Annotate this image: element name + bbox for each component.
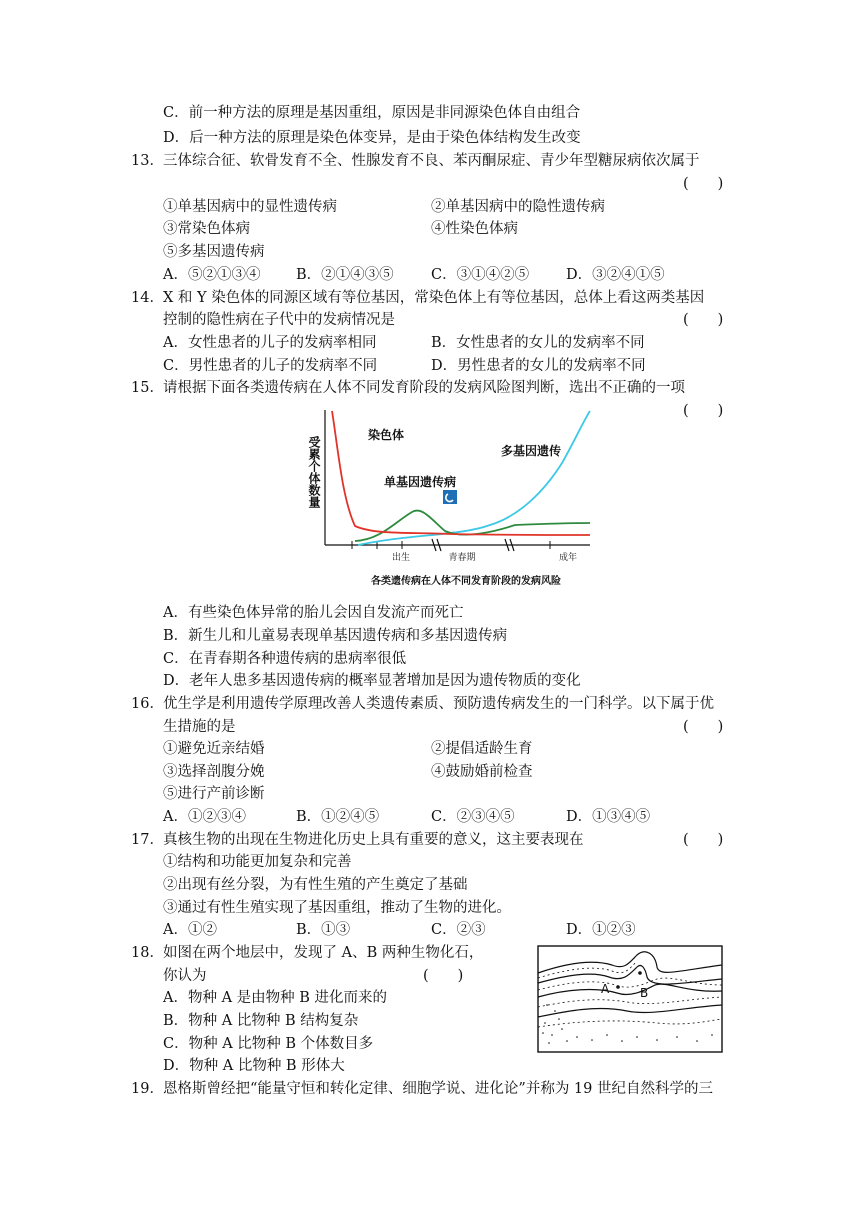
chart-ylabel: 受累个体数量 [307, 436, 321, 508]
fossil-b-dot [638, 971, 642, 975]
q14-option-a: A．女性患者的儿子的发病率相同 [163, 335, 377, 351]
q17-item-3: ③通过有性生殖实现了基因重组，推动了生物的进化。 [163, 900, 511, 916]
q16-answer-paren: ( ) [683, 719, 724, 735]
q13-item-3: ③常染色体病 [163, 221, 250, 237]
q16-option-c: C．②③④⑤ [431, 809, 515, 825]
q16-item-4: ④鼓励婚前检查 [431, 764, 533, 780]
fossil-a-dot [616, 985, 620, 989]
q17-option-c: C．②③ [431, 922, 486, 938]
q16-stem-line1: 优生学是利用遗传学原理改善人类遗传素质、预防遗传病发生的一门科学。以下属于优 [163, 696, 714, 712]
q18-stem-line1: 如图在两个地层中，发现了 A、B 两种生物化石， [163, 945, 484, 961]
q15-stem: 请根据下面各类遗传病在人体不同发育阶段的发病风险图判断，选出不正确的一项 [163, 380, 685, 396]
strata-diagram [537, 945, 723, 1053]
q14-stem-line2: 控制的隐性病在子代中的发病情况是 [163, 312, 395, 328]
q17-number: 17． [131, 832, 164, 848]
q19-stem: 恩格斯曾经把“能量守恒和转化定律、细胞学说、进化论”并称为 19 世纪自然科学的三 [163, 1081, 713, 1097]
q18-option-c: C．物种 A 比物种 B 个体数目多 [163, 1036, 374, 1052]
q14-option-c: C．男性患者的儿子的发病率不同 [163, 358, 378, 374]
q13-number: 13． [131, 153, 164, 169]
xtick-puberty: 青春期 [448, 553, 476, 563]
q16-number: 16． [131, 696, 164, 712]
series-label-polygenic: 多基因遗传 [501, 444, 562, 458]
q12-option-c: C．前一种方法的原理是基因重组，原因是非同源染色体自由组合 [163, 105, 581, 121]
q13-item-2: ②单基因病中的隐性遗传病 [431, 199, 605, 215]
q16-option-b: B．①②④⑤ [296, 809, 380, 825]
q16-item-3: ③选择剖腹分娩 [163, 764, 265, 780]
q14-option-b: B．女性患者的女儿的发病率不同 [431, 335, 645, 351]
q17-option-b: B．①③ [296, 922, 351, 938]
q15-option-b: B．新生儿和儿童易表现单基因遗传病和多基因遗传病 [163, 628, 508, 644]
q12-option-d: D．后一种方法的原理是染色体变异，是由于染色体结构发生改变 [163, 130, 581, 146]
xtick-adult: 成年 [558, 553, 578, 563]
q14-stem-line1: X 和 Y 染色体的同源区域有等位基因，常染色体上有等位基因，总体上看这两类基因 [163, 290, 705, 306]
q17-answer-paren: ( ) [683, 832, 724, 848]
q17-item-2: ②出现有丝分裂，为有性生殖的产生奠定了基础 [163, 877, 468, 893]
q16-item-2: ②提倡适龄生育 [431, 741, 533, 757]
q13-option-b: B．②①④③⑤ [296, 267, 394, 283]
fossil-a-label: A [601, 982, 610, 996]
q13-option-d: D．③②④①⑤ [566, 267, 665, 283]
q13-item-5: ⑤多基因遗传病 [163, 244, 265, 260]
q18-answer-paren: ( ) [423, 968, 464, 984]
q18-option-b: B．物种 A 比物种 B 结构复杂 [163, 1013, 359, 1029]
q13-option-c: C．③①④②⑤ [431, 267, 530, 283]
q16-option-a: A．①②③④ [163, 809, 246, 825]
q18-option-d: D．物种 A 比物种 B 形体大 [163, 1058, 345, 1074]
q14-answer-paren: ( ) [683, 312, 724, 328]
risk-chart [300, 408, 600, 590]
q16-stem-line2: 生措施的是 [163, 719, 236, 735]
q16-item-5: ⑤进行产前诊断 [163, 786, 265, 802]
series-single-gene-curve [355, 511, 590, 541]
q13-option-a: A．⑤②①③④ [163, 267, 261, 283]
series-label-single-gene: 单基因遗传病 [384, 475, 457, 489]
xtick-birth: 出生 [391, 553, 411, 563]
q13-answer-paren: ( ) [683, 176, 724, 192]
q14-number: 14． [131, 290, 164, 306]
chart-caption: 各类遗传病在人体不同发育阶段的发病风险 [371, 576, 561, 587]
q18-stem-line2: 你认为 [163, 968, 207, 984]
q13-item-1: ①单基因病中的显性遗传病 [163, 199, 337, 215]
q13-item-4: ④性染色体病 [431, 221, 518, 237]
q16-option-d: D．①③④⑤ [566, 809, 651, 825]
q15-number: 15． [131, 380, 164, 396]
q16-item-1: ①避免近亲结婚 [163, 741, 265, 757]
q17-stem: 真核生物的出现在生物进化历史上具有重要的意义，这主要表现在 [163, 832, 584, 848]
fossil-b-label: B [640, 986, 649, 1000]
q15-option-a: A．有些染色体异常的胎儿会因自发流产而死亡 [163, 605, 464, 621]
q15-option-d: D．老年人患多基因遗传病的概率显著增加是因为遗传物质的变化 [163, 673, 581, 689]
q15-answer-paren: ( ) [683, 403, 724, 419]
series-label-chromosome: 染色体 [368, 428, 405, 442]
q15-option-c: C．在青春期各种遗传病的患病率很低 [163, 651, 407, 667]
q18-option-a: A．物种 A 是由物种 B 进化而来的 [163, 990, 388, 1006]
q13-stem: 三体综合征、软骨发育不全、性腺发育不良、苯丙酮尿症、青少年型糖尿病依次属于 [163, 153, 700, 169]
q14-option-d: D．男性患者的女儿的发病率不同 [431, 358, 646, 374]
q17-option-a: A．①② [163, 922, 217, 938]
q18-number: 18． [131, 945, 164, 961]
q17-option-d: D．①②③ [566, 922, 636, 938]
q17-item-1: ①结构和功能更加复杂和完善 [163, 854, 352, 870]
q19-number: 19． [131, 1081, 164, 1097]
